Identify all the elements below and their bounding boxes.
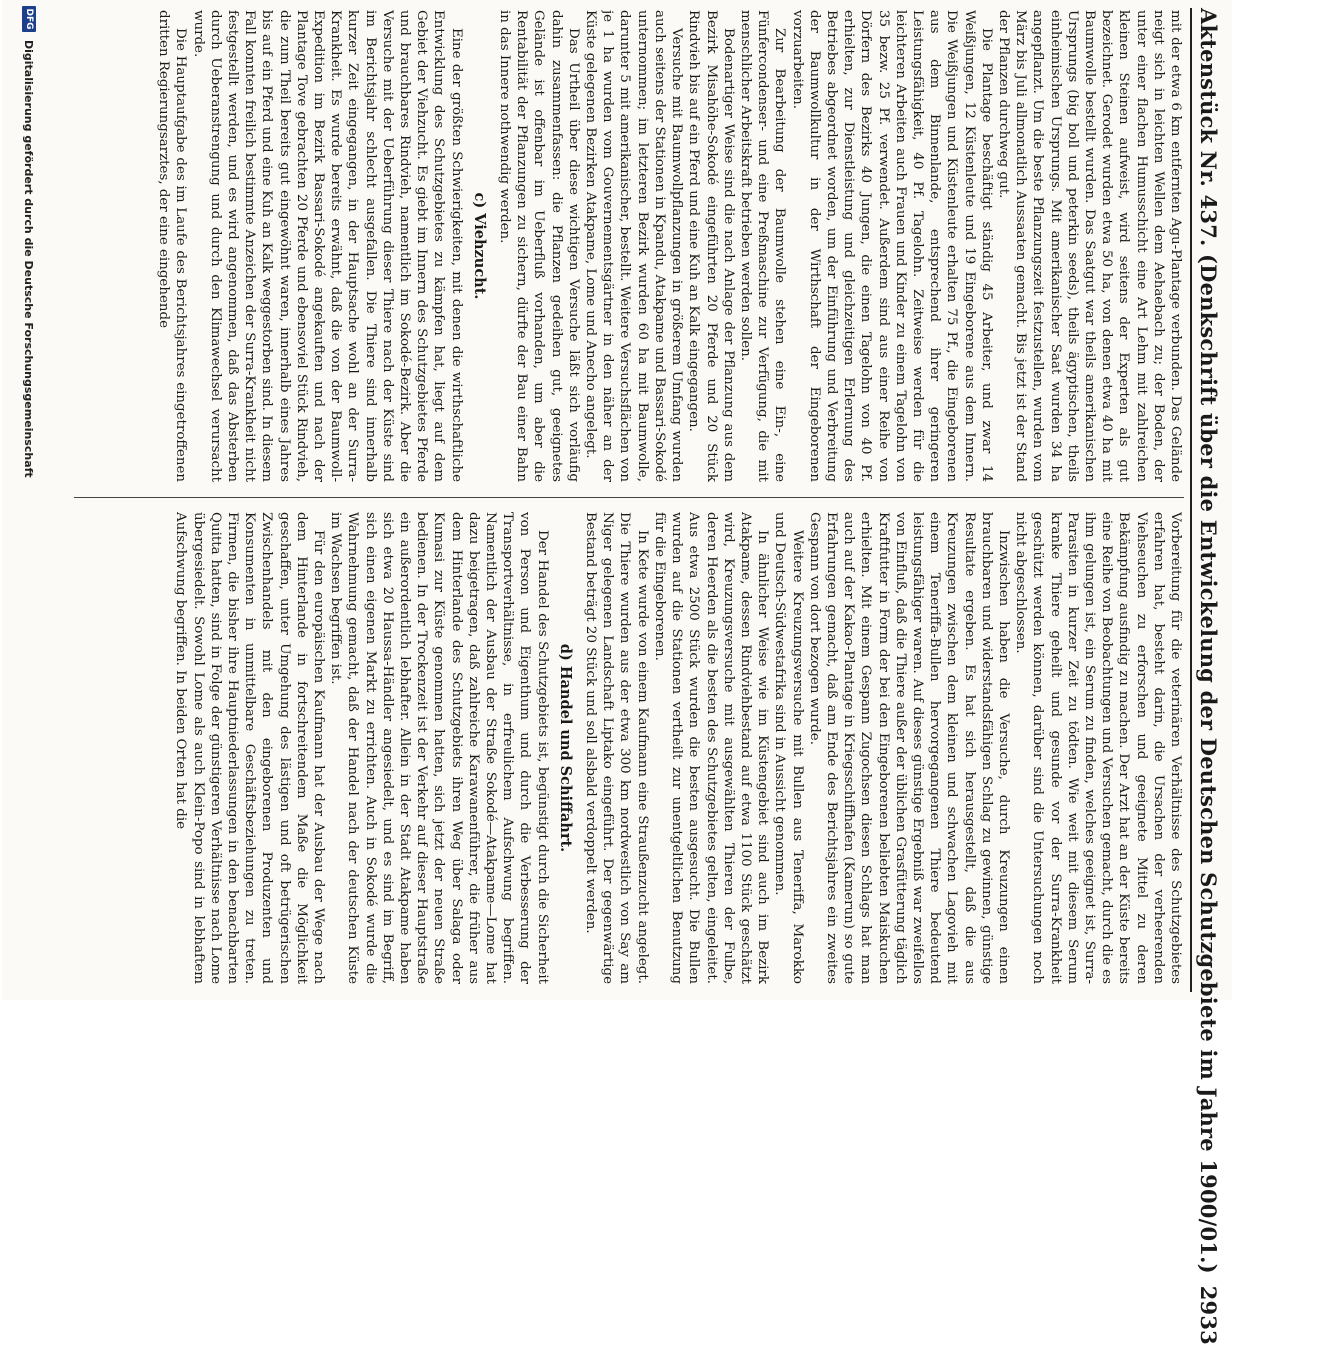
paragraph: In ähnlicher Weise wie im Küstengebiet sind auch im Bezirk Atakpame, dessen Rindviehbestand auf etwa 1100 Stück geschätzt wird, Kreuzungsversuche mit ausgewählten Thieren der Fulbe, deren Heerden als die besten des Schutzgebietes gelten, eingeleitet. Aus etwa 2500 Stück wurden die besten ausgesucht. Die Bullen wurden auf die Stationen vertheilt zur unentgeltlichen Benutzung für die Eingeborenen. [651,512,771,984]
paragraph: Bodenartiger Weise sind die nach Anlage der Pflanzung aus dem Bezirk Misahöhe-Sokodé eingeführten 20 Pferde und 20 Stück Rindvieh bis auf ein Pferd und eine Kuh an Kalk eingegangen. [686,10,736,482]
paragraph: Das Urtheil über diese wichtigen Versuche läßt sich vorläufig dahin zusammenfassen: die Pflanzen gedeihen gut, geeignetes Gelände ist offenbar im Ueberfluß vorhanden, um aber die Rentabilität der Pflanzungen zu sichern, dürfte der Bau einer Bahn in das Innere nothwendig werden. [497,10,581,482]
dfg-logo: DFG [22,6,36,32]
paragraph: Die Hauptaufgabe des im Laufe des Berichtsjahres eingetroffenen dritten Regierungsarztes, der eine eingehende [156,10,189,482]
page-title: Aktenstück Nr. 437. (Denkschrift über die Entwickelung der Deutschen Schutzgebiete im Jahre 1900/01.) [1196,8,1222,1274]
paragraph: Für den europäischen Kaufmann hat der Ausbau der Wege nach dem Hinterlande in fortschreitendem Maße die Möglichkeit geschaffen, unter Umgehung des lästigen und oft betrügerischen Zwischenhandels mit den eingeborenen Produzenten und Konsumenten in unmittelbare Geschäftsbeziehungen zu treten. Firmen, die bisher ihre Hauptniederlassungen in den benachbarten Quitta hatten, sind in Folge der günstigeren Verhältnisse nach Lome übergesiedelt. Sowohl Lome als auch Klein-Popo sind in lebhaftem Aufschwung begriffen. In beiden Orten hat die [173,512,327,984]
section-heading: d) Handel und Schiffahrt. [556,643,574,853]
paragraph: Vorbereitung für die veterinären Verhältnisse des Schutzgebietes erfahren hat, besteht darin, die Ursachen der verheerenden Viehseuchen zu erforschen und geeignete Mittel zu deren Bekämpfung ausfindig zu machen. Der Arzt hat an der Küste bereits eine Reihe von Beobachtungen und Versuchen gemacht, durch die es ihm gelungen ist, ein Serum zu finden, welches geeignet ist, Surra-Parasiten in kurzer Zeit zu tödten. Wie weit mit diesem Serum kranke Thiere geheilt und gesunde vor der Surra-Krankheit geschützt werden können, darüber sind die Untersuchungen noch nicht abgeschlossen. [1013,512,1183,984]
paragraph: Weitere Kreuzungsversuche mit Bullen aus Teneriffa, Marokko und Deutsch-Südwestafrika sind in Aussicht genommen. [772,512,805,984]
document-page [2,0,1232,1345]
digitization-credit [22,0,36,1000]
paragraph: Eine der größten Schwierigkeiten, mit denen die wirthschaftliche Entwicklung des Schutzgebietes zu kämpfen hat, liegt auf dem Gebiet der Viehzucht. Es giebt im Innern des Schutzgebietes Pferde und brauchbares Rindvieh, namentlich im Sokodé-Bezirk. Aber die Versuche mit der Ueberführung dieser Thiere nach der Küste sind im Berichtsjahr schlecht ausgefallen. Die Thiere sind innerhalb kurzer Zeit eingegangen, in der Hauptsache wohl an der Surra-Krankheit. Es wurde bereits erwähnt, daß die von der Baumwoll-Expedition im Bezirk Bassari-Sokodé angekauften und nach der Plantage Tove gebrachten 20 Pferde und ebensoviel Stück Rindvieh, die zum Theil bereits gut eingewöhnt waren, innerhalb eines Jahres bis auf ein Pferd und eine Kuh an Kalk weggestorben sind. In diesem Fall konnten freilich bestimmte Anzeichen der Surra-Krankheit nicht festgestellt werden, und es wird angenommen, daß das Absterben durch Ueberanstrengung und durch den Klimawechsel verursacht wurde. [190,10,464,482]
paragraph: In Kete wurde von einem Kaufmann eine Straußenzucht angelegt. Die Thiere wurden aus der etwa 300 km nordwestlich von Say am Niger gelegenen Landschaft Liptako eingeführt. Der gegenwärtige Bestand beträgt 20 Stück und soll alsbald verdoppelt werden. [583,512,650,984]
paragraph: mit der etwa 6 km entfernten Agu-Plantage verbunden. Das Gelände neigt sich in leichten Wellen dem Aehaebach zu; der Boden, der unter einer flachen Humusschicht eine Art Lehm mit zahlreichen kleinen Steinen aufweist, wird seitens der Experten als gut bezeichnet. Gerodet wurden etwa 50 ha, von denen etwa 40 ha mit Baumwolle bestellt wurden. Das Saatgut war theils amerikanischen Ursprungs (big boll und peterkin seeds), theils ägyptischen, theils einheimischen Ursprungs. Mit amerikanischer Saat wurden 34 ha angepflanzt. Um die beste Pflanzungszeit festzustellen, wurden vom März bis Juli allmonatlich Aussaaten gemacht. Bis jetzt ist der Stand der Pflanzen durchweg gut. [995,10,1183,482]
page-header [1190,8,1226,1345]
paragraph: Versuche mit Baumwollpflanzungen in größerem Umfang wurden auch seitens der Stationen in Kpandu, Atakpame und Bassari-Sokodé unternommen; im letzteren Bezirk wurden 60 ha mit Baumwolle, darunter 5 mit amerikanischer, bestellt. Weitere Versuchsflächen von je 1 ha wurden vom Gouvernementsgärtner in den näher an der Küste gelegenen Bezirken Atakpame, Lome und Anecho angelegt. [583,10,685,482]
paragraph: Die Plantage beschäftigt ständig 45 Arbeiter, und zwar 14 Weißjungen, 12 Küstenleute und 19 Eingeborene aus dem Innern. Die Weißjungen und Küstenleute erhalten 75 Pf., die Eingeborenen aus dem Binnenlande, entsprechend ihrer geringeren Leistungsfähigkeit, 40 Pf. Tagelohn. Zeitweise werden für die leichteren Arbeiten auch Frauen und Kinder zu einem Tagelohn von 35 bezw. 25 Pf. verwendet. Außerdem sind aus einer Reihe von Dörfern des Bezirks 40 Jungen, die einen Tagelohn von 40 Pf. erhielten, zur Dienstleistung und gleichzeitigen Erlernung des Betriebes abgeordnet worden, um der Einführung und Verbreitung der Baumwollkultur in der Wirthschaft der Eingeborenen vorzuarbeiten. [789,10,994,482]
section-heading: c) Viehzucht. [470,192,488,300]
right-column [64,512,1184,984]
page-number: 2933 [1196,1285,1222,1345]
left-column [64,10,1184,482]
paragraph: Der Handel des Schutzgebiets ist, begünstigt durch die Sicherheit von Person und Eigenthum und durch die Verbesserung der Transportverhältnisse, in erfreulichem Aufschwung begriffen. Namentlich der Ausbau der Straße Sokodé—Atakpame—Lome hat dazu beigetragen, daß zahlreiche Karawanenführer, die früher aus dem Hinterlande des Schutzgebiets ihren Weg über Salaga oder Kumasi zur Küste genommen hatten, sich jetzt der neuen Straße bedienen. In der Trockenzeit ist der Verkehr auf dieser Hauptstraße ein außerordentlich lebhafter. Allein in der Stadt Atakpame haben sich etwa 20 Haussa-Händler angesiedelt, und es sind im Begriff, sich einen eigenen Markt zu errichten. Auch in Sokodé wurde die Wahrnehmung gemacht, daß der Handel nach der deutschen Küste im Wachsen begriffen ist. [328,512,550,984]
paragraph: Inzwischen haben die Versuche, durch Kreuzungen einen brauchbaren und widerstandsfähigen Schlag zu gewinnen, günstige Resultate ergeben. Es hat sich herausgestellt, daß die aus Kreuzungen zwischen dem kleinen und schwachen Lagovieh mit einem Teneriffa-Bullen hervorgegangenen Thiere bedeutend leistungsfähiger waren. Auf dieses günstige Ergebniß war zweifellos von Einfluß, daß die Thiere außer der üblichen Grasfütterung täglich Kraftfutter in Form der bei den Eingeborenen beliebten Maiskuchen erhielten. Mit einem Gespann Zugochsen diesen Schlags hat man auch auf der Kakao-Plantage in Kriegsschiffhafen (Kamerun) so gute Erfahrungen gemacht, daß am Ende des Berichtsjahres ein zweites Gespann von dort bezogen wurde. [806,512,1011,984]
credit-text: Digitalisierung gefördert durch die Deutsche Forschungsgemeinschaft [22,40,36,478]
column-divider [74,497,1184,498]
paragraph: Zur Bearbeitung der Baumwolle stehen eine Ein-, eine Fünfercondenser- und eine Preßmaschine zur Verfügung, die mit menschlicher Arbeitskraft betrieben werden sollen. [737,10,788,482]
